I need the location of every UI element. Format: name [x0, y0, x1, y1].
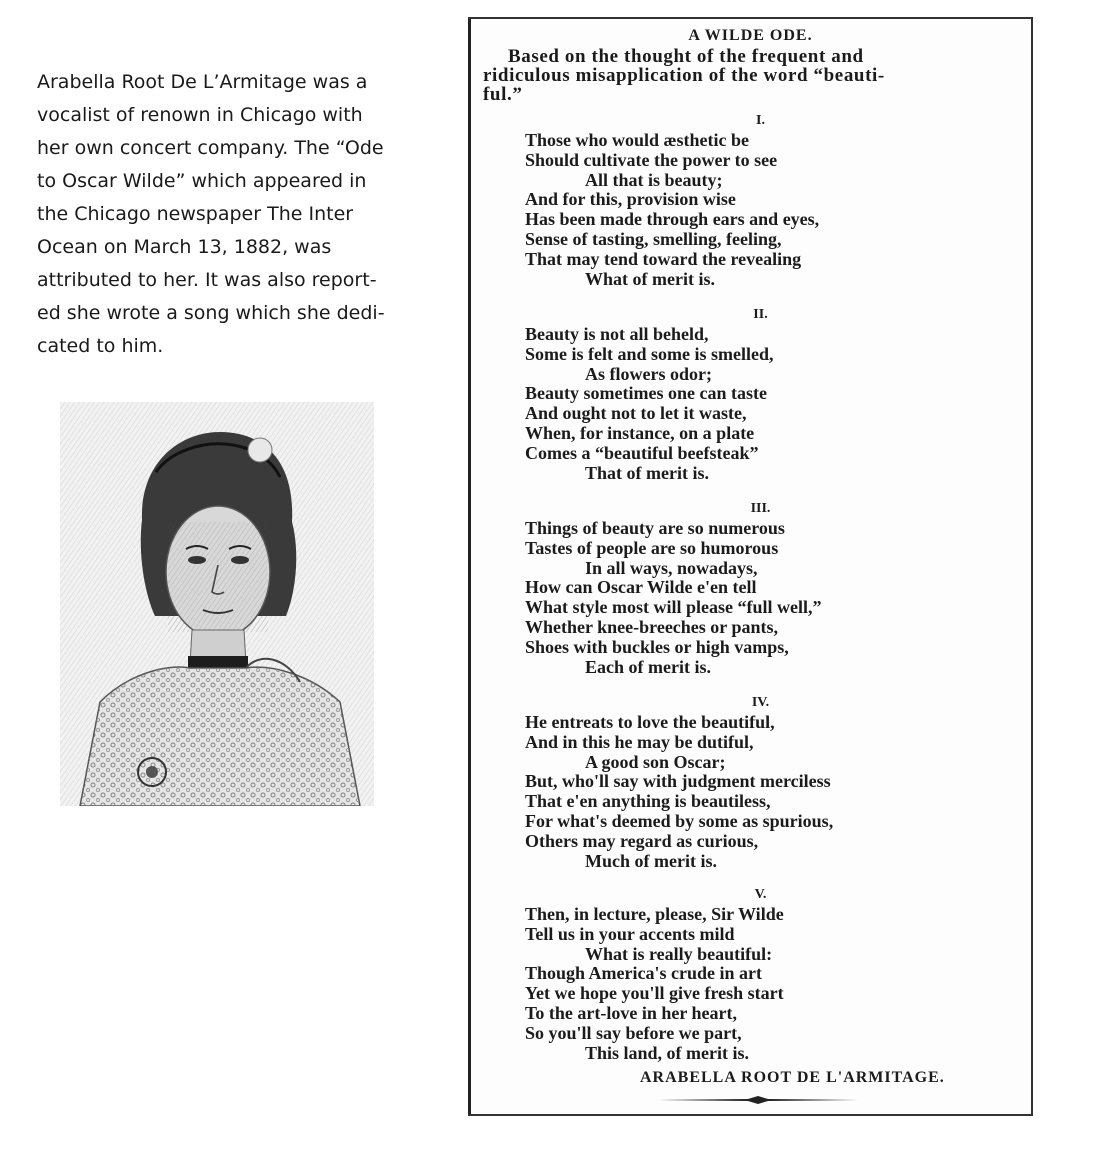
intro-line: ful.”	[483, 84, 523, 105]
caption-line: the Chicago newspaper The Inter	[37, 203, 354, 225]
verse-line: He entreats to love the beautiful,	[525, 712, 775, 732]
verse-line: Whether knee-breeches or pants,	[525, 616, 778, 637]
verse-line: So you'll say before we part,	[525, 1022, 742, 1043]
caption-line: Arabella Root De L’Armitage was a	[37, 71, 368, 93]
verse-line: Those who would æsthetic be	[525, 130, 750, 150]
caption-line: attributed to her. It was also report-	[37, 269, 377, 291]
verse-line: A good son Oscar;	[585, 751, 726, 772]
verse-line: When, for instance, on a plate	[525, 422, 755, 443]
caption-line: ed she wrote a song which she dedi-	[37, 302, 385, 324]
clipping-body	[468, 19, 1033, 1114]
verse-line: Yet we hope you'll give fresh start	[525, 983, 784, 1004]
verse-line: Beauty is not all beheld,	[525, 324, 709, 344]
verse-line: What is really beautiful:	[585, 943, 773, 964]
verse-line: Then, in lecture, please, Sir Wilde	[525, 904, 784, 924]
verse-line: Comes a “beautiful beefsteak”	[525, 442, 759, 463]
author-signature: ARABELLA ROOT DE L'ARMITAGE.	[640, 1069, 945, 1086]
stanza-numeral: III.	[750, 501, 771, 516]
intro-line: ridiculous misapplication of the word “beauti-	[483, 65, 885, 86]
verse-line: Has been made through ears and eyes,	[525, 209, 820, 230]
verse-line: Tastes of people are so humorous	[525, 537, 779, 558]
verse-line: And in this he may be dutiful,	[525, 731, 754, 752]
verse-line: Tell us in your accents mild	[525, 923, 735, 944]
verse-line: Shoes with buckles or high vamps,	[525, 636, 789, 657]
verse-line: What style most will please “full well,”	[525, 597, 822, 618]
stanza-2	[468, 305, 1033, 483]
caption-text	[37, 66, 432, 363]
stanza-3	[468, 499, 1033, 677]
stanza-4	[468, 693, 1033, 871]
portrait-illustration	[60, 402, 374, 806]
verse-line: Things of beauty are so numerous	[525, 518, 785, 538]
end-rule-ornament	[658, 1095, 858, 1105]
verse-line: And ought not to let it waste,	[525, 403, 747, 424]
stanza-5	[468, 885, 1033, 1063]
caption-line: her own concert company. The “Ode	[37, 137, 384, 159]
verse-line: Some is felt and some is smelled,	[525, 343, 774, 364]
verse-line: That of merit is.	[585, 462, 709, 483]
portrait-engraving	[60, 402, 374, 806]
ode-intro	[483, 47, 1018, 104]
verse-line: But, who'll say with judgment merciless	[525, 771, 831, 792]
intro-line: Based on the thought of the frequent and	[508, 46, 864, 67]
verse-line: Others may regard as curious,	[525, 830, 759, 851]
verse-line: That e'en anything is beautiless,	[525, 791, 771, 812]
verse-line: How can Oscar Wilde e'en tell	[525, 577, 757, 598]
verse-line: Much of merit is.	[585, 850, 717, 871]
verse-line: This land, of merit is.	[585, 1042, 750, 1063]
verse-line: That may tend toward the revealing	[525, 248, 802, 269]
verse-line: In all ways, nowadays,	[585, 557, 758, 578]
verse-line: Beauty sometimes one can taste	[525, 383, 767, 404]
newspaper-clipping	[468, 17, 1033, 1116]
verse-line: Each of merit is.	[585, 656, 711, 677]
verse-line: For what's deemed by some as spurious,	[525, 810, 834, 831]
caption-line: vocalist of renown in Chicago with	[37, 104, 363, 126]
ode-title: A WILDE ODE.	[688, 27, 813, 44]
verse-line: Though America's crude in art	[525, 963, 762, 984]
stanza-numeral: IV.	[751, 695, 770, 710]
verse-line: Should cultivate the power to see	[525, 149, 778, 170]
caption-line: to Oscar Wilde” which appeared in	[37, 170, 367, 192]
stanza-numeral: II.	[753, 307, 768, 322]
caption-line: cated to him.	[37, 335, 164, 357]
stanza-1	[468, 111, 1033, 289]
verse-line: To the art-love in her heart,	[525, 1002, 737, 1023]
verse-line: What of merit is.	[585, 268, 715, 289]
verse-line: As flowers odor;	[585, 363, 712, 384]
stanza-numeral: I.	[756, 113, 765, 128]
stanza-numeral: V.	[754, 887, 767, 902]
verse-line: And for this, provision wise	[525, 189, 736, 210]
verse-line: All that is beauty;	[585, 169, 723, 190]
verse-line: Sense of tasting, smelling, feeling,	[525, 228, 782, 249]
caption-line: Ocean on March 13, 1882, was	[37, 236, 332, 258]
